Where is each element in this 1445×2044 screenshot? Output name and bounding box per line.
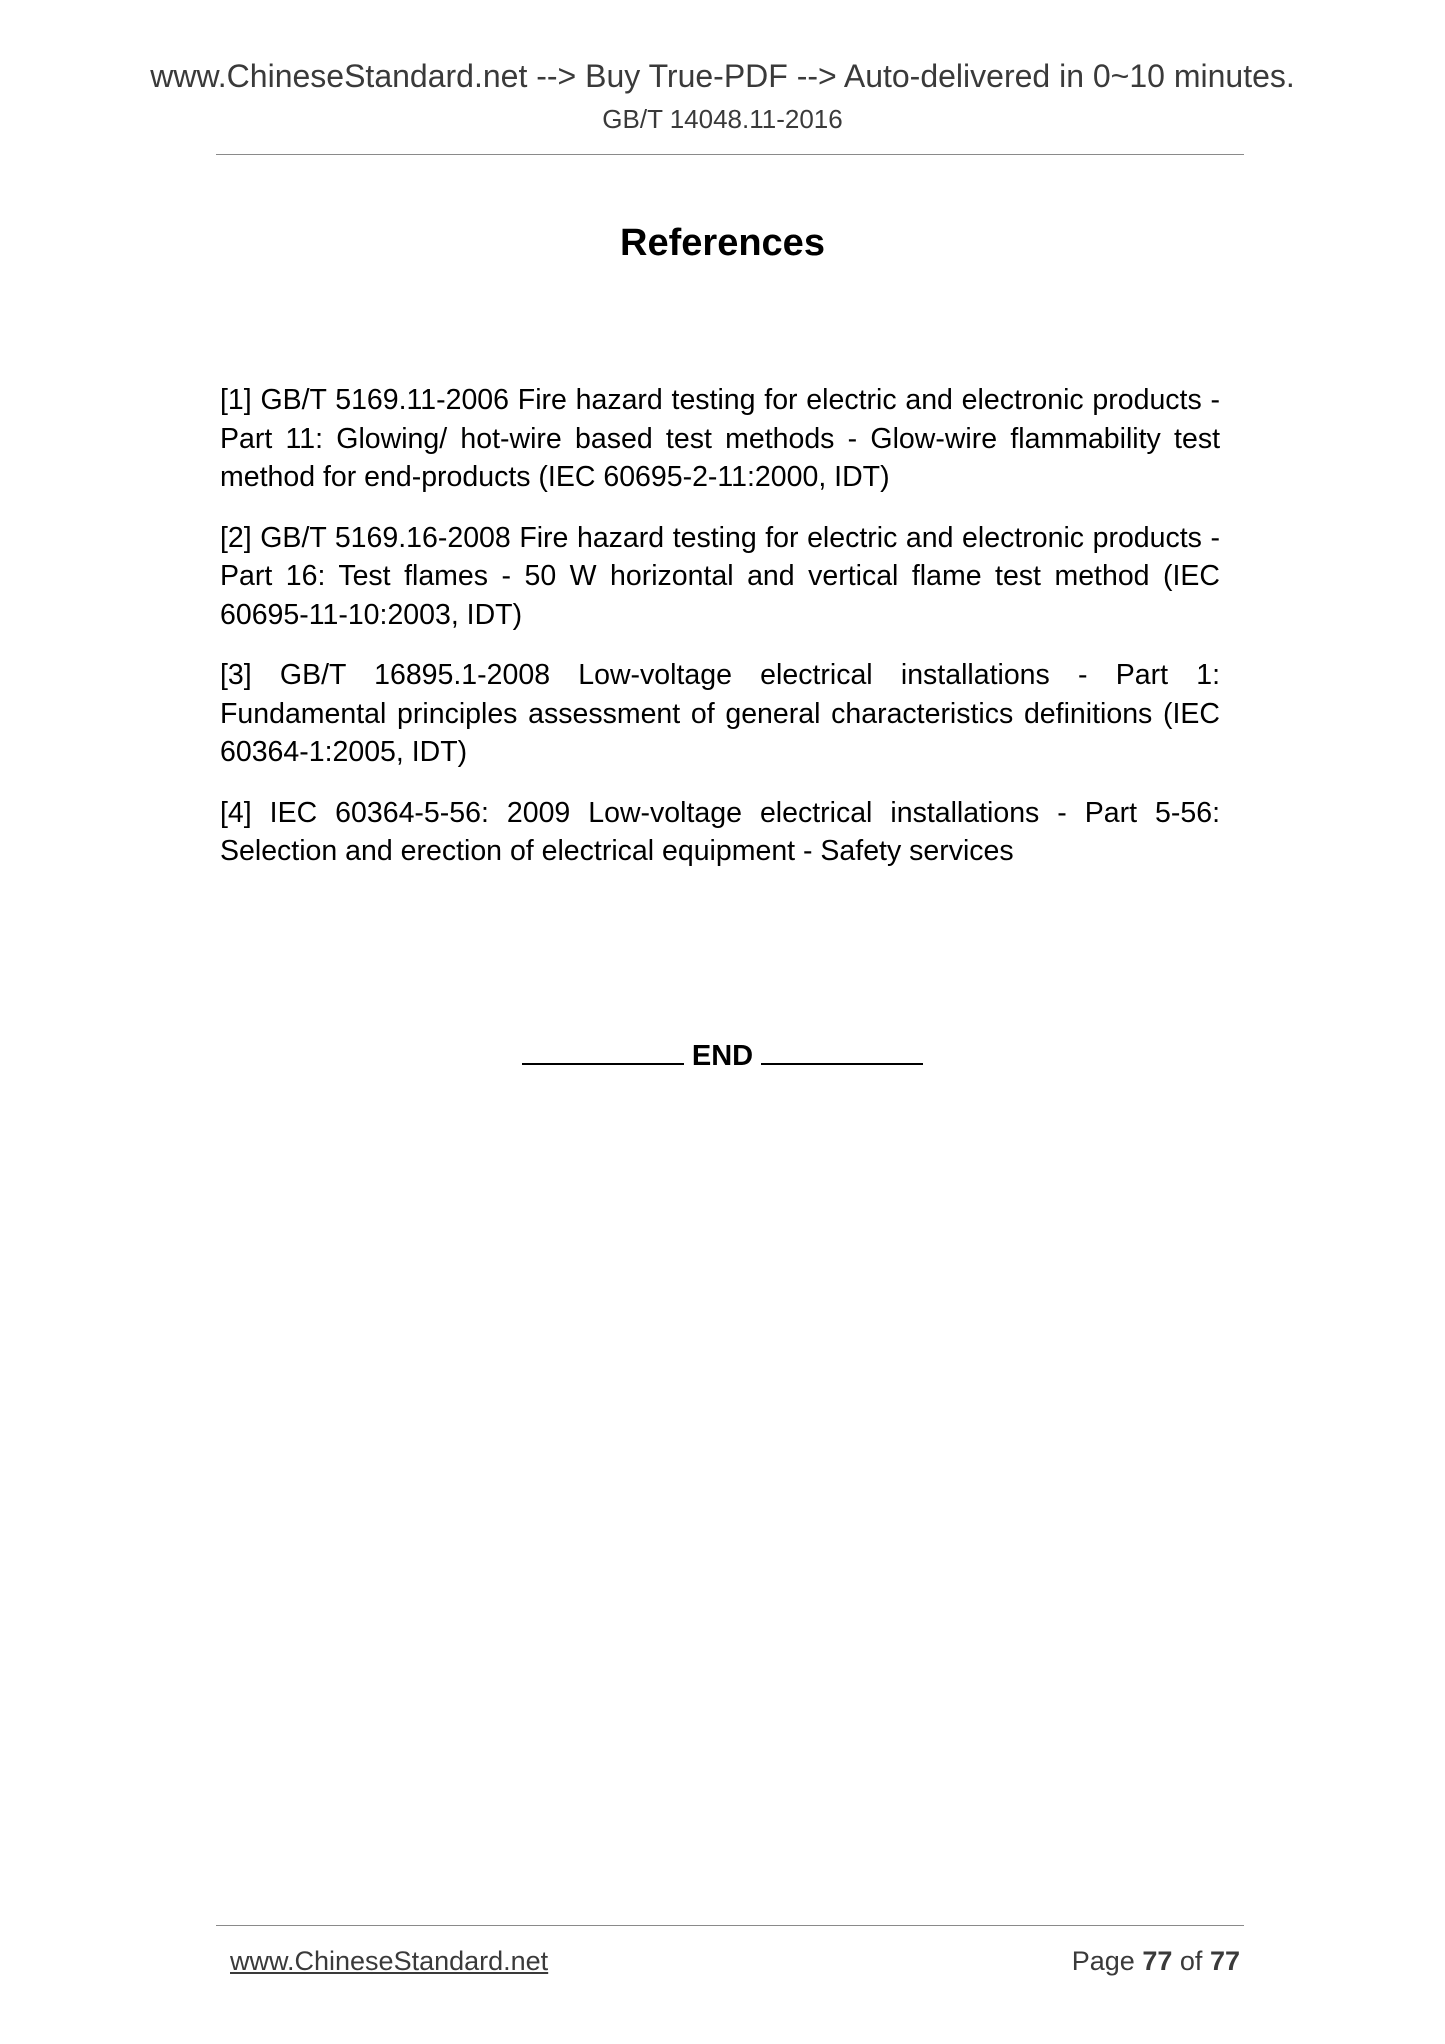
end-right-rule	[761, 1062, 923, 1065]
header-banner: www.ChineseStandard.net --> Buy True-PDF --> Auto-delivered in 0~10 minutes.	[150, 58, 1295, 94]
references-list	[220, 381, 1220, 893]
page-total: 77	[1209, 1946, 1240, 1976]
end-marker	[0, 1040, 1445, 1073]
end-left-rule	[522, 1062, 684, 1065]
reference-item: [4] IEC 60364-5-56: 2009 Low-voltage electrical installations - Part 5-56: Selection and erection of electrical equipment - Safety services	[220, 796, 1220, 867]
reference-item: [2] GB/T 5169.16-2008 Fire hazard testing for electric and electronic products - Part 16: Test flames - 50 W horizontal and vertical flame test method (IEC 60695-11-10:2003, IDT)	[220, 521, 1220, 631]
page-title: References	[620, 222, 825, 264]
footer-divider	[216, 1925, 1244, 1926]
page-of: of	[1179, 1946, 1203, 1976]
footer-site-link[interactable]: www.ChineseStandard.net	[230, 1946, 549, 1976]
header-divider	[216, 154, 1244, 155]
page-number	[1072, 1946, 1240, 1977]
reference-item: [1] GB/T 5169.11-2006 Fire hazard testing for electric and electronic products - Part 11: Glowing/ hot-wire based test methods - Glow-wire flammability test method for end-products (IEC 60695-2-11:2000, IDT)	[220, 384, 1220, 493]
page-current: 77	[1142, 1946, 1173, 1976]
reference-item: [3] GB/T 16895.1-2008 Low-voltage electrical installations - Part 1: Fundamental principles assessment of general characteristics definitions (IEC 60364-1:2005, IDT)	[220, 659, 1220, 768]
page-prefix: Page	[1071, 1946, 1135, 1976]
end-label: END	[691, 1040, 754, 1072]
standard-code: GB/T 14048.11-2016	[602, 104, 843, 134]
